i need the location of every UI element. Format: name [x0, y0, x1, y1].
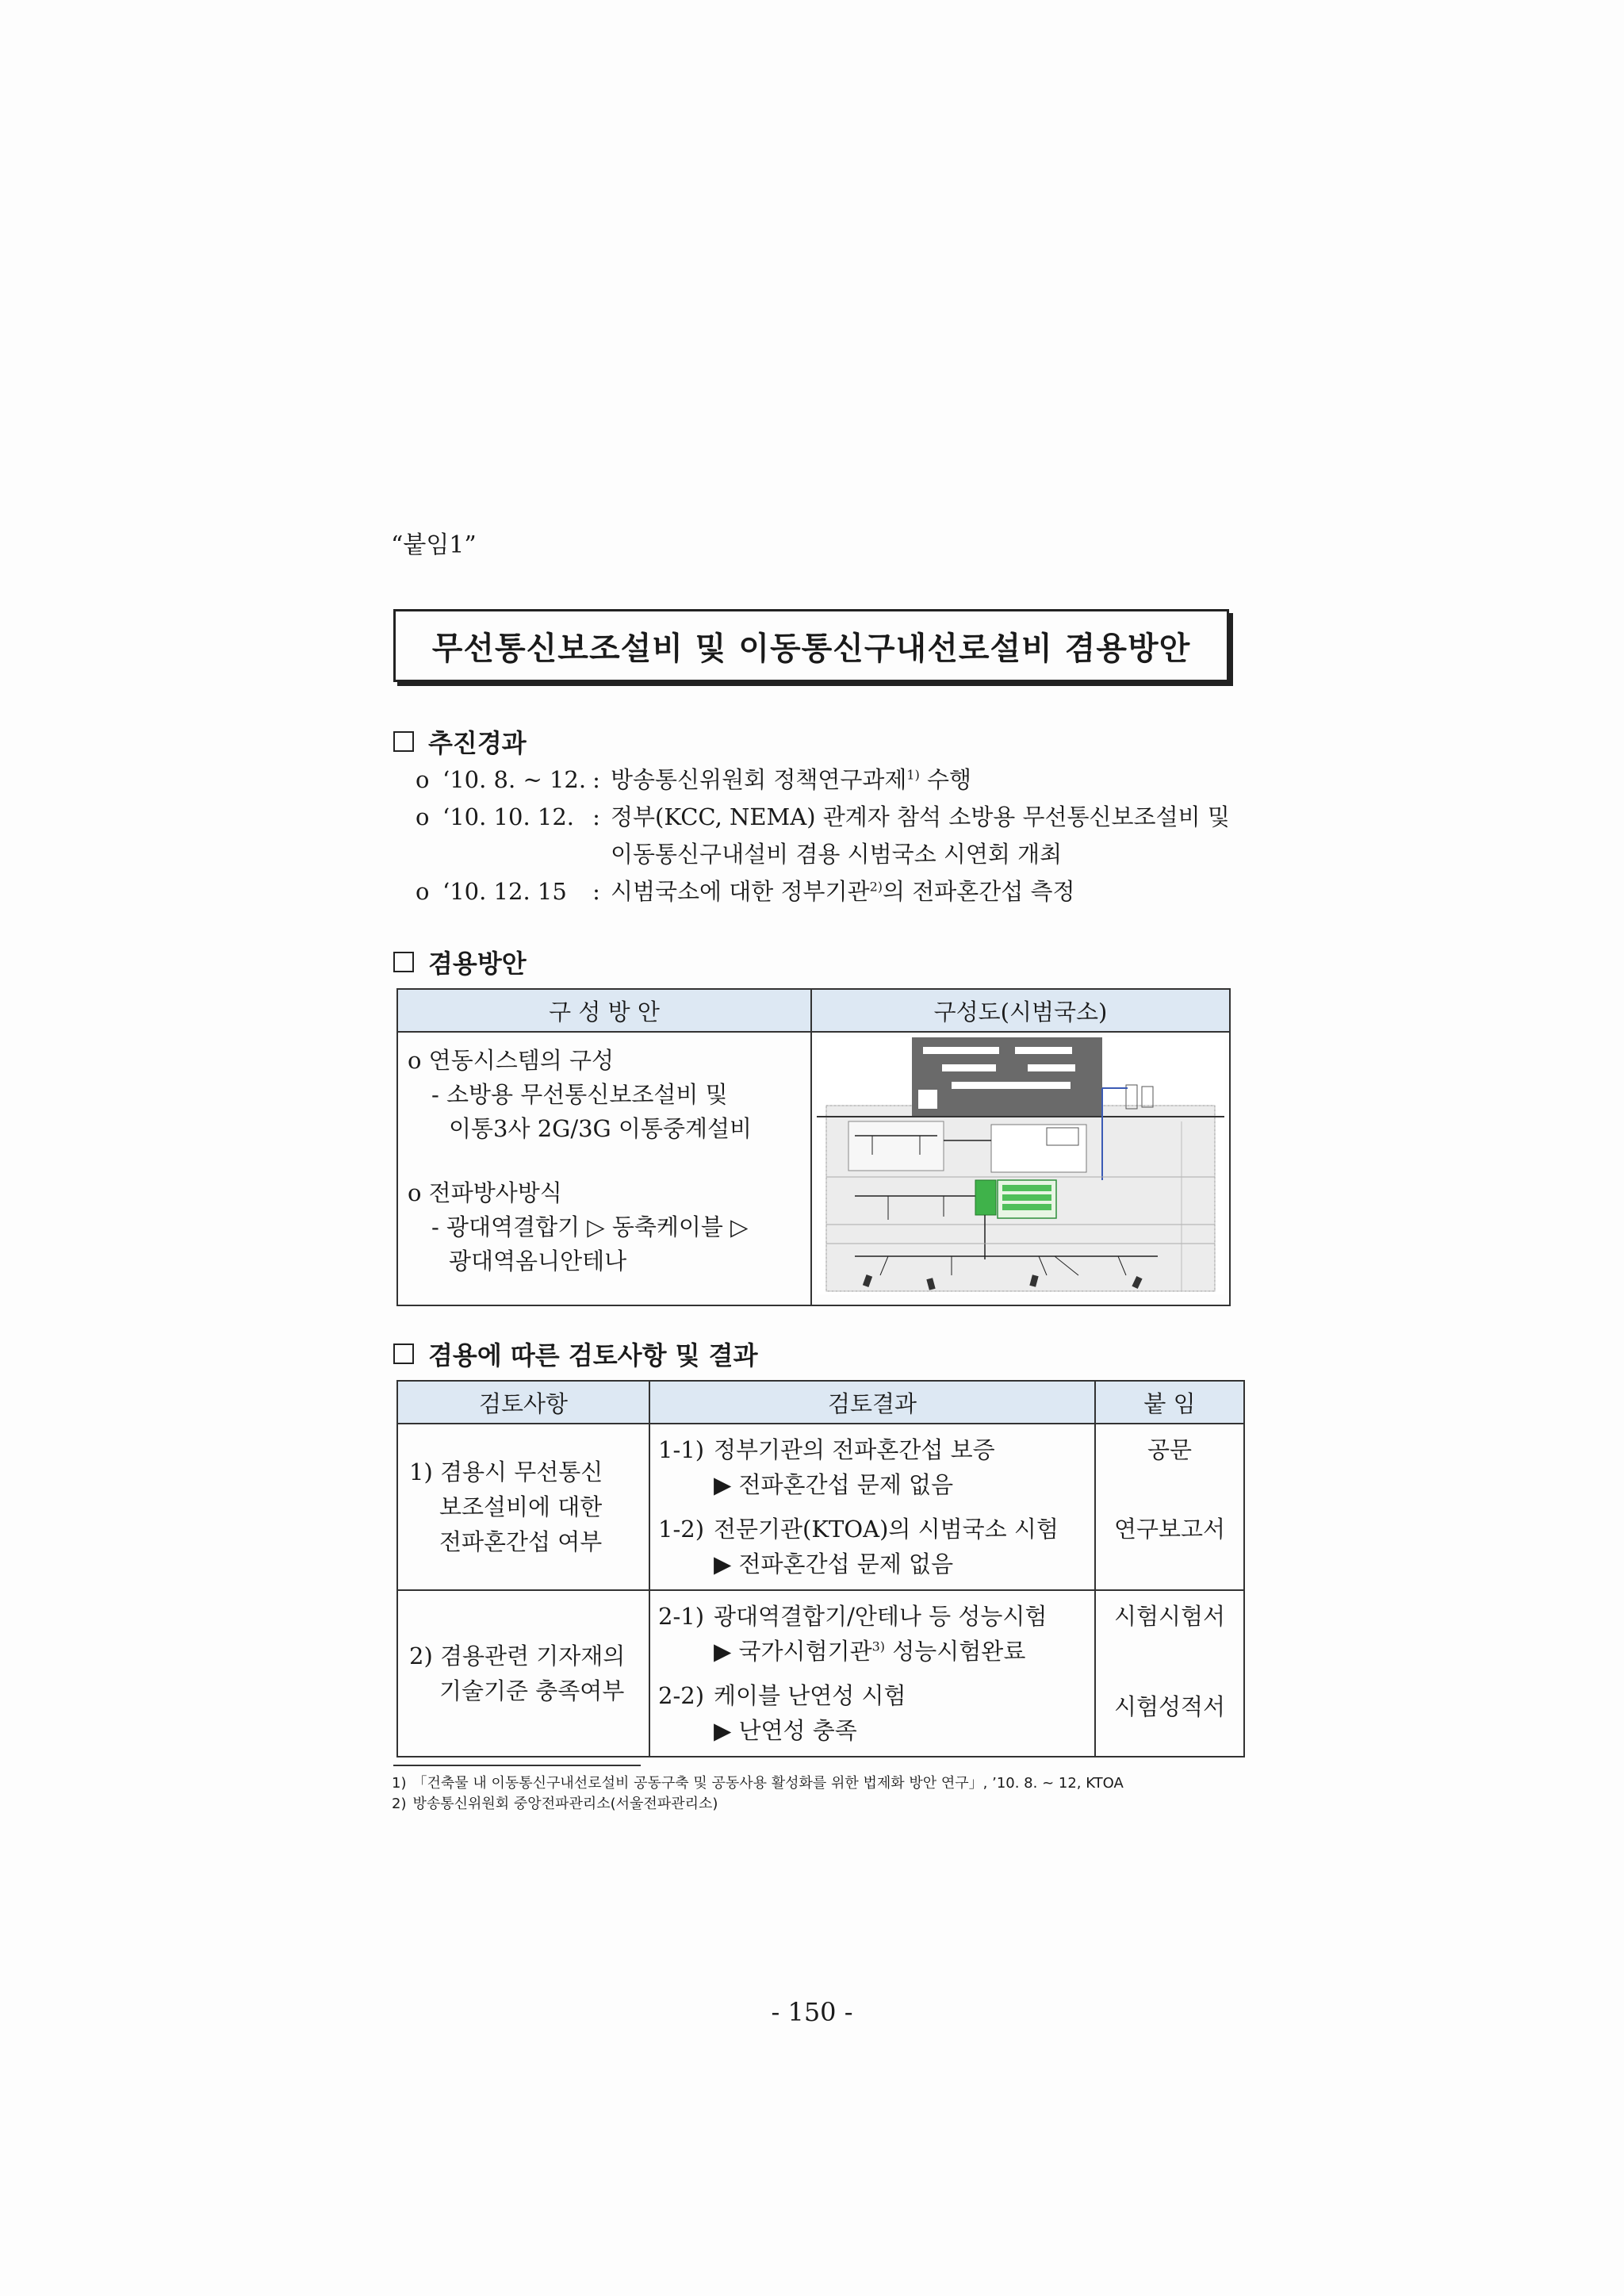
- section-heading-plan: [393, 944, 527, 980]
- review-item-line: [406, 1639, 641, 1673]
- table-header-cell: 구성도(시범국소): [811, 989, 1230, 1032]
- timeline-text-main: 시범국소에 대한 정부기관: [611, 878, 870, 905]
- footnote-divider: [393, 1765, 641, 1766]
- attachment-doc: 시험성적서: [1113, 1693, 1226, 1720]
- progress-timeline: [416, 761, 1240, 910]
- table-row: [397, 1424, 1244, 1590]
- footnotes: [392, 1773, 1124, 1815]
- timeline-item: [416, 799, 1240, 873]
- timeline-colon: :: [592, 878, 600, 905]
- result-line: [658, 1599, 1086, 1634]
- timeline-item: [416, 873, 1240, 910]
- plan-description-cell: [397, 1032, 811, 1305]
- result-number: 2-1): [658, 1603, 705, 1630]
- spacer: [1104, 1634, 1235, 1689]
- review-item-cell: [397, 1590, 649, 1757]
- footnote: [392, 1773, 1124, 1794]
- section-heading-progress: [393, 723, 527, 760]
- timeline-item: [416, 761, 1240, 799]
- checkbox-icon: [393, 1343, 414, 1364]
- review-table: [396, 1380, 1245, 1757]
- checkbox-icon: [393, 731, 414, 752]
- footnote-ref: 2): [869, 879, 883, 895]
- item-text: 겸용시 무선통신: [439, 1458, 603, 1485]
- attachment-cell: [1095, 1590, 1244, 1757]
- plan-line: 광대역옴니안테나: [449, 1248, 627, 1274]
- result-conclusion: ▶ 전파혼간섭 문제 없음: [714, 1471, 954, 1498]
- timeline-text-main: 방송통신위원회 정책연구과제: [611, 766, 907, 793]
- table-header-row: [397, 1381, 1244, 1424]
- result-number: 2-2): [658, 1682, 705, 1709]
- result-conclusion: [658, 1634, 1086, 1669]
- table-row: [397, 1032, 1230, 1305]
- review-item-line: 보조설비에 대한: [439, 1493, 603, 1520]
- footnote-text: 「건축물 내 이동통신구내선로설비 공동구축 및 공동사용 활성화를 위한 법제화 방안 연구」, ’10. 8. ~ 12, KTOA: [412, 1775, 1124, 1792]
- item-number: 2): [409, 1642, 433, 1669]
- spacer: [658, 1669, 1086, 1678]
- review-result-cell: [649, 1590, 1095, 1757]
- result-text: 정부기관의 전파혼간섭 보증: [714, 1436, 995, 1463]
- table-header-cell: 붙 임: [1095, 1381, 1244, 1424]
- footnote: [392, 1794, 1124, 1815]
- section-heading-review: [393, 1336, 758, 1372]
- table-header-cell: 구 성 방 안: [397, 989, 811, 1032]
- result-text: 전문기관(KTOA)의 시범국소 시험: [714, 1516, 1059, 1543]
- section-heading-text: 겸용방안: [428, 949, 527, 979]
- bullet: o: [416, 766, 430, 793]
- plan-table: [396, 988, 1231, 1306]
- result-conclusion-main: ▶ 국가시험기관: [714, 1638, 872, 1665]
- plan-line: - 소방용 무선통신보조설비 및: [431, 1081, 728, 1108]
- footnote-number: 2): [392, 1796, 407, 1812]
- plan-line: - 광대역결합기 ▷ 동축케이블 ▷: [431, 1213, 749, 1240]
- attachment-doc: 공문: [1147, 1436, 1193, 1463]
- footnote-number: 1): [392, 1775, 407, 1792]
- review-result-cell: [649, 1424, 1095, 1590]
- timeline-text-tail: 의 전파혼간섭 측정: [883, 878, 1075, 905]
- attachment-label: “붙임1”: [391, 531, 477, 559]
- timeline-date: ‘10. 12. 15: [442, 878, 567, 905]
- footnote-text: 방송통신위원회 중앙전파관리소(서울전파관리소): [412, 1796, 718, 1812]
- table-header-cell: 검토사항: [397, 1381, 649, 1424]
- attachment-cell: [1095, 1424, 1244, 1590]
- document-title: 무선통신보조설비 및 이동통신구내선로설비 겸용방안: [431, 630, 1191, 667]
- item-number: 1): [409, 1458, 433, 1485]
- footnote-ref: 1): [906, 767, 920, 783]
- checkbox-icon: [393, 952, 414, 972]
- spacer: [658, 1502, 1086, 1512]
- timeline-text: [611, 873, 1240, 910]
- footnote-ref: 3): [871, 1639, 886, 1654]
- timeline-colon: :: [592, 803, 600, 830]
- section-heading-text: 추진경과: [428, 728, 527, 758]
- result-line: [658, 1432, 1086, 1467]
- timeline-date: ‘10. 10. 12.: [442, 803, 575, 830]
- result-text: 광대역결합기/안테나 등 성능시험: [714, 1603, 1048, 1630]
- result-number: 1-2): [658, 1516, 705, 1543]
- result-line: [658, 1512, 1086, 1547]
- configuration-diagram: [817, 1037, 1224, 1294]
- result-line: [658, 1678, 1086, 1713]
- item-text: 겸용관련 기자재의: [439, 1642, 626, 1669]
- plan-line: o 연동시스템의 구성: [408, 1047, 615, 1074]
- plan-line: 이통3사 2G/3G 이통중계설비: [449, 1115, 753, 1142]
- configuration-diagram-cell: [811, 1032, 1230, 1305]
- spacer: [408, 1146, 801, 1176]
- spacer: [1104, 1467, 1235, 1512]
- result-conclusion-tail: 성능시험완료: [885, 1638, 1026, 1665]
- table-row: [397, 1590, 1244, 1757]
- review-item-line: 기술기준 충족여부: [439, 1677, 625, 1704]
- review-item-cell: [397, 1424, 649, 1590]
- result-conclusion: ▶ 난연성 충족: [714, 1717, 857, 1744]
- result-text: 케이블 난연성 시험: [714, 1682, 906, 1709]
- timeline-text: [611, 761, 1240, 799]
- review-item-line: [406, 1455, 641, 1489]
- result-conclusion: ▶ 전파혼간섭 문제 없음: [714, 1550, 954, 1577]
- title-box: [393, 609, 1229, 682]
- bullet: o: [416, 803, 430, 830]
- timeline-text-tail: 수행: [919, 766, 972, 793]
- section-heading-text: 겸용에 따른 검토사항 및 결과: [428, 1340, 758, 1370]
- plan-line: o 전파방사방식: [408, 1179, 562, 1206]
- timeline-date: ‘10. 8. ~ 12.: [442, 766, 587, 793]
- result-number: 1-1): [658, 1436, 705, 1463]
- table-header-row: [397, 989, 1230, 1032]
- timeline-colon: :: [592, 766, 600, 793]
- review-item-line: 전파혼간섭 여부: [439, 1528, 603, 1555]
- bullet: o: [416, 878, 430, 905]
- page-number: - 150 -: [771, 1997, 853, 2027]
- attachment-doc: 연구보고서: [1113, 1516, 1226, 1543]
- attachment-doc: 시험시험서: [1113, 1603, 1226, 1630]
- table-header-cell: 검토결과: [649, 1381, 1095, 1424]
- timeline-text: 정부(KCC, NEMA) 관계자 참석 소방용 무선통신보조설비 및 이동통신구내설비 겸용 시범국소 시연회 개최: [611, 803, 1230, 868]
